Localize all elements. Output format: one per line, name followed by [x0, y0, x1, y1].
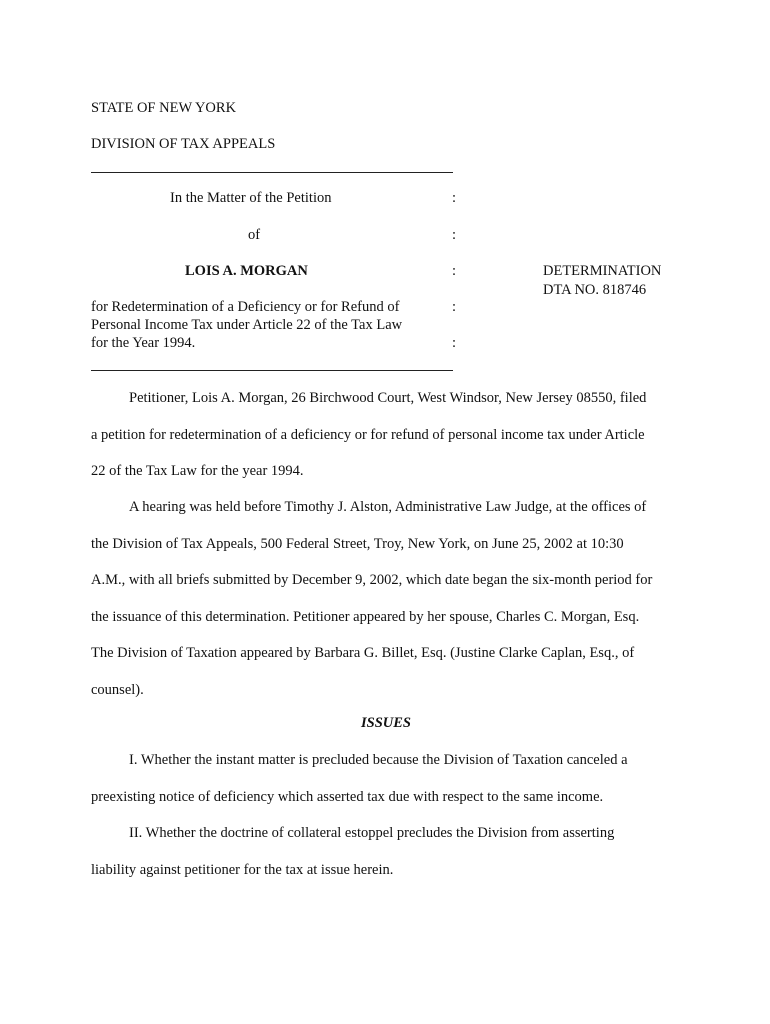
caption-colon: : — [452, 227, 457, 243]
issue-two — [91, 815, 681, 888]
caption-colon: : — [452, 335, 457, 351]
state-heading: STATE OF NEW YORK — [91, 100, 237, 116]
paragraph-line: A.M., with all briefs submitted by December 9, 2002, which date began the six-month period for — [91, 572, 653, 588]
of-line: of — [248, 227, 261, 243]
paragraph-line: II. Whether the doctrine of collateral estoppel precludes the Division from asserting — [129, 825, 615, 841]
paragraph-line: liability against petitioner for the tax at issue herein. — [91, 861, 394, 878]
purpose-line: for Redetermination of a Deficiency or for Refund of — [91, 299, 400, 315]
paragraph-line: counsel). — [91, 681, 144, 698]
dta-number: DTA NO. 818746 — [543, 282, 647, 298]
caption-colon: : — [452, 299, 457, 315]
petitioner-name: LOIS A. MORGAN — [185, 263, 308, 279]
paragraph-line: preexisting notice of deficiency which asserted tax due with respect to the same income. — [91, 788, 604, 805]
caption-top-rule — [91, 172, 453, 173]
paragraph-line: the Division of Tax Appeals, 500 Federal Street, Troy, New York, on June 25, 2002 at 10:30 — [91, 535, 624, 552]
issue-one — [91, 742, 681, 815]
paragraph-line: the issuance of this determination. Petitioner appeared by her spouse, Charles C. Morgan, Esq. — [91, 608, 640, 625]
caption-colon: : — [452, 263, 457, 279]
paragraph-line: Petitioner, Lois A. Morgan, 26 Birchwood Court, West Windsor, New Jersey 08550, filed — [129, 390, 647, 406]
purpose-line: Personal Income Tax under Article 22 of the Tax Law — [91, 317, 403, 333]
paragraph-line: I. Whether the instant matter is precluded because the Division of Taxation canceled a — [129, 752, 628, 768]
matter-line: In the Matter of the Petition — [170, 190, 332, 206]
paragraph-line: The Division of Taxation appeared by Barbara G. Billet, Esq. (Justine Clarke Caplan, Esq., of — [91, 645, 635, 661]
paragraph-line: A hearing was held before Timothy J. Alston, Administrative Law Judge, at the offices of — [129, 499, 647, 515]
issues-heading: ISSUES — [361, 715, 411, 731]
caption-bottom-rule — [91, 370, 453, 371]
paragraph-line: 22 of the Tax Law for the year 1994. — [91, 463, 304, 479]
paragraph-line: a petition for redetermination of a deficiency or for refund of personal income tax under Article — [91, 426, 645, 443]
division-heading: DIVISION OF TAX APPEALS — [91, 136, 276, 152]
determination-title: DETERMINATION — [543, 263, 662, 279]
caption-colon: : — [452, 190, 457, 206]
purpose-line: for the Year 1994. — [91, 335, 196, 351]
hearing-paragraph — [91, 489, 681, 708]
petition-paragraph — [91, 380, 681, 490]
